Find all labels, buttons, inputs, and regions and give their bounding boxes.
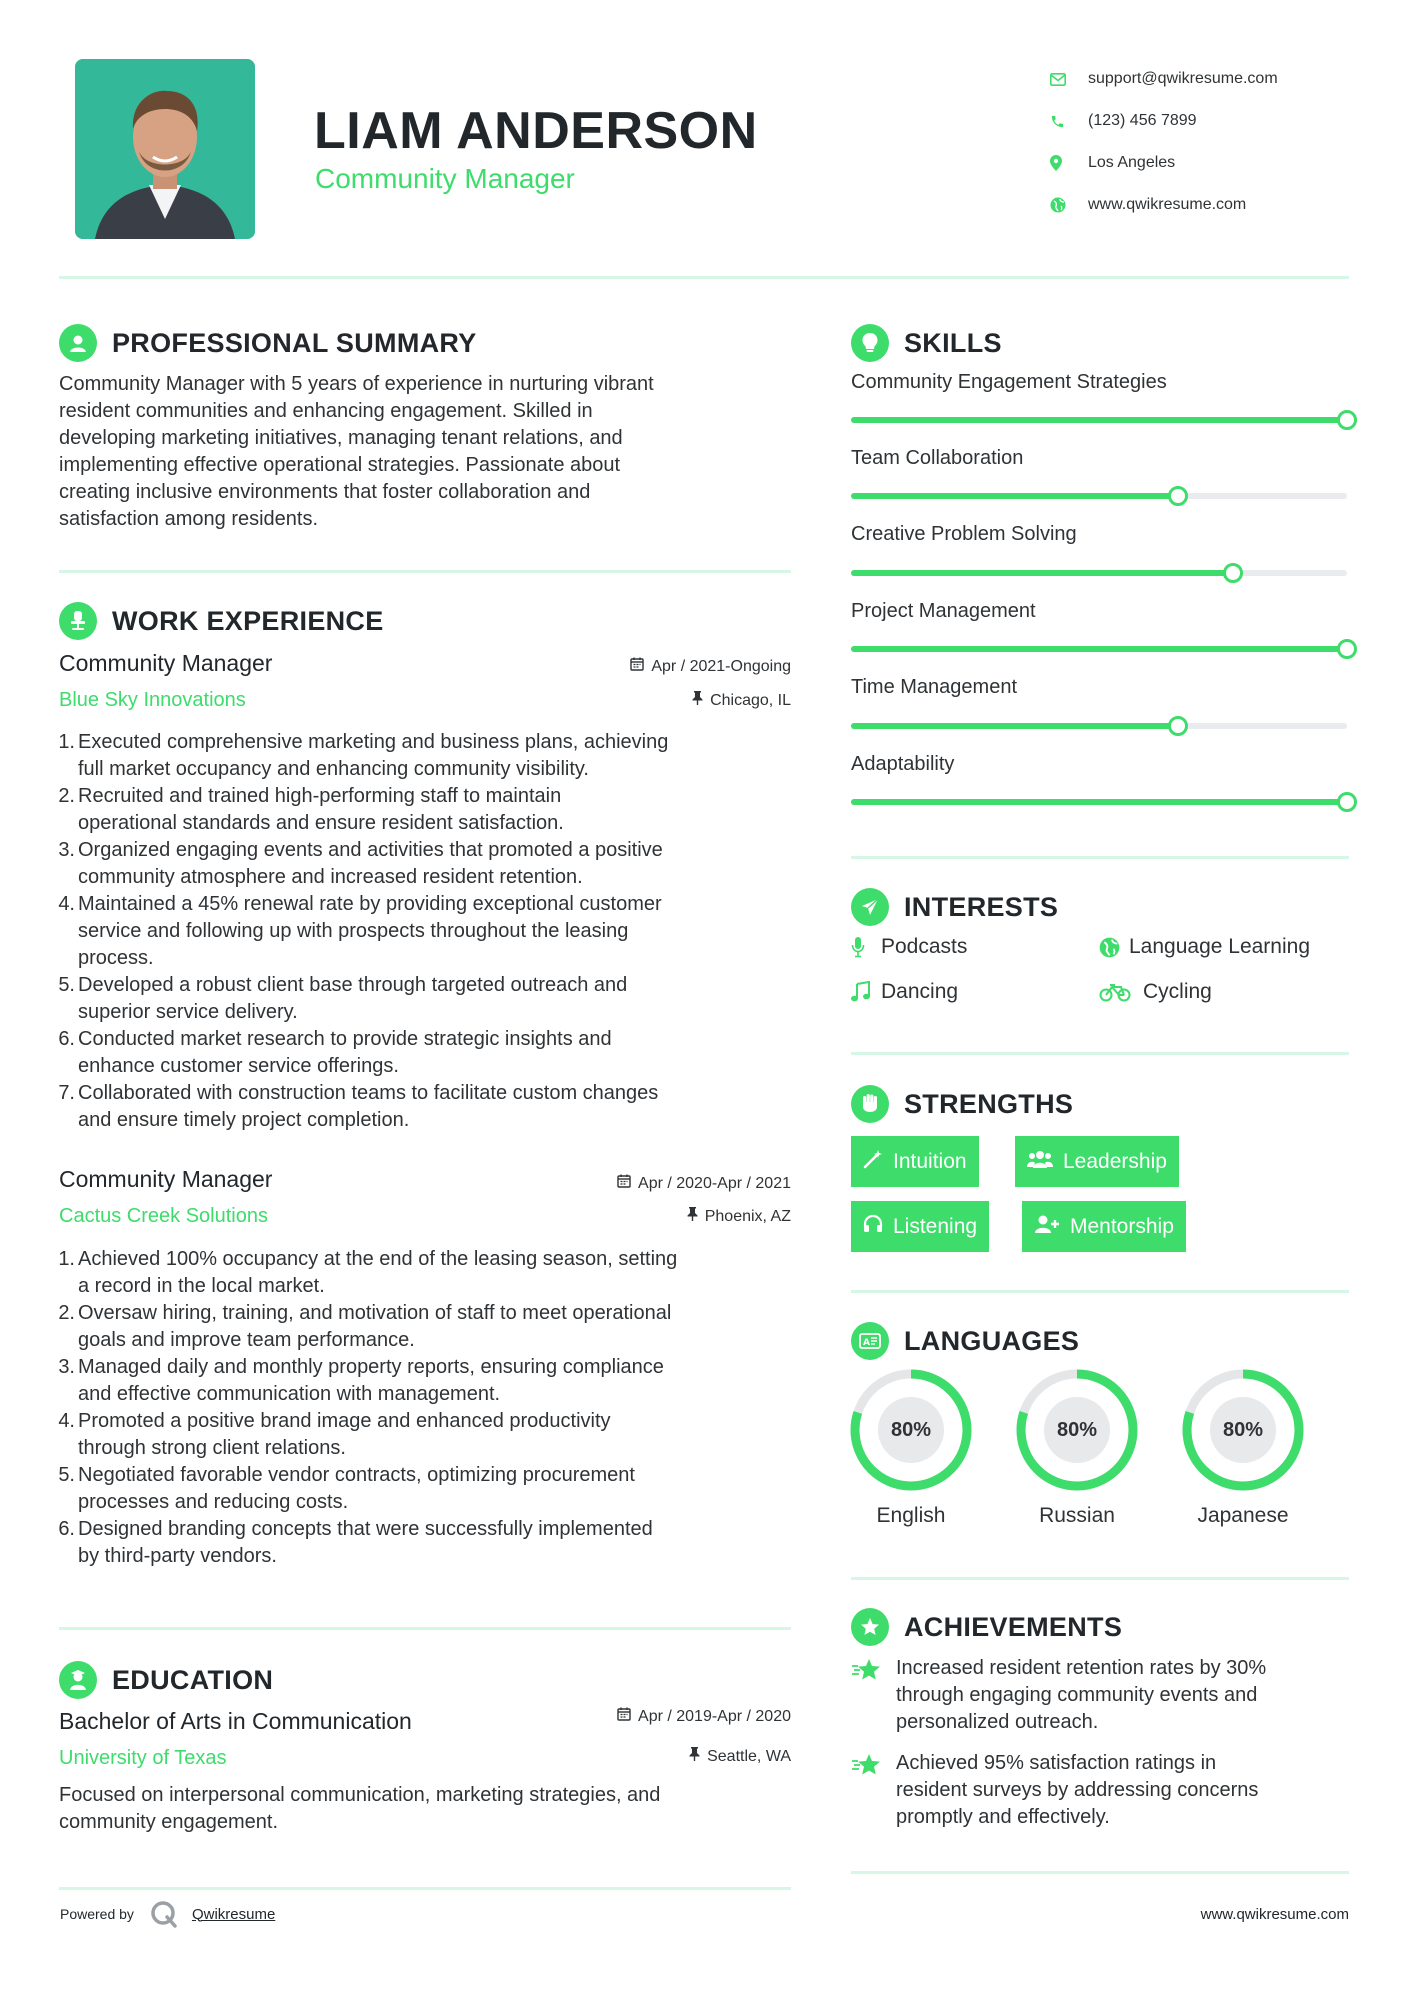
summary-divider xyxy=(59,570,791,573)
microphone-icon xyxy=(851,936,881,958)
achievements-title: ACHIEVEMENTS xyxy=(904,1611,1123,1642)
school-name: University of Texas xyxy=(59,1747,227,1769)
summary-title: PROFESSIONAL SUMMARY xyxy=(112,327,477,358)
education-location-text: Seattle, WA xyxy=(707,1747,791,1765)
job-location xyxy=(500,1207,791,1226)
globe-icon xyxy=(1050,197,1088,213)
skill-label: Community Engagement Strategies xyxy=(851,371,1167,393)
interest-label: Language Learning xyxy=(1129,935,1311,958)
skill-bar xyxy=(851,723,1347,729)
contact-email[interactable] xyxy=(1050,58,1278,100)
profile-photo xyxy=(75,59,255,239)
achievement-line: through engaging community events and xyxy=(896,1684,1258,1706)
skills-divider xyxy=(851,856,1349,859)
contact-website-text: www.qwikresume.com xyxy=(1088,196,1247,213)
map-pin-icon xyxy=(1050,155,1088,171)
language-name: Russian xyxy=(1039,1504,1115,1527)
strengths-heading xyxy=(851,1085,1073,1123)
bicycle-icon xyxy=(1099,982,1143,1002)
skill-bar-knob xyxy=(1337,410,1357,430)
job-date xyxy=(500,657,791,676)
education-title: EDUCATION xyxy=(112,1664,274,1695)
briefcase-chair-icon xyxy=(59,602,97,640)
skill-bar-knob xyxy=(1168,486,1188,506)
list-item: 1. Executed comprehensive marketing and business plans, achieving full market occupancy and enhancing community visibility. xyxy=(58,731,669,780)
achievement-line: promptly and effectively. xyxy=(896,1806,1110,1828)
star-icon xyxy=(851,1655,896,1736)
skill-bar-fill xyxy=(851,570,1233,576)
paper-plane-icon xyxy=(851,888,889,926)
job-bullets xyxy=(53,729,793,1134)
lightbulb-icon xyxy=(851,324,889,362)
achievement-item xyxy=(851,1655,1351,1736)
interests-divider xyxy=(851,1052,1349,1055)
summary-line: developing marketing initiatives, managing tenant relations, and xyxy=(59,427,623,449)
strength-tag xyxy=(1015,1136,1179,1187)
skill-bar-knob xyxy=(1223,563,1243,583)
language-gauge xyxy=(1182,1369,1304,1527)
strengths-title: STRENGTHS xyxy=(904,1088,1074,1119)
qwikresume-logo-icon xyxy=(150,1900,178,1928)
list-item: 5. Developed a robust client base through targeted outreach and superior service delivery. xyxy=(58,974,628,1023)
candidate-name: LIAM ANDERSON xyxy=(314,102,758,160)
contact-location-text: Los Angeles xyxy=(1088,154,1176,171)
achievement-line: Achieved 95% satisfaction ratings in xyxy=(896,1752,1217,1774)
language-percent: 80% xyxy=(1056,1418,1098,1441)
calendar-icon xyxy=(617,1707,631,1726)
list-item: 6. Conducted market research to provide strategic insights and enhance customer service offerings. xyxy=(58,1028,612,1077)
interests-title: INTERESTS xyxy=(904,891,1059,922)
interest-label: Dancing xyxy=(881,980,959,1003)
job-title: Community Manager xyxy=(59,1166,273,1192)
pushpin-icon xyxy=(687,1207,698,1226)
svg-text:A: A xyxy=(863,1338,870,1348)
contact-email-text: support@qwikresume.com xyxy=(1088,70,1278,87)
skill-bar-fill xyxy=(851,723,1178,729)
interests-heading xyxy=(851,888,1058,926)
pushpin-icon xyxy=(692,691,703,710)
achievements-divider xyxy=(851,1871,1349,1874)
interest-item xyxy=(851,980,958,1004)
star-badge-icon xyxy=(851,1608,889,1646)
language-gauge xyxy=(1016,1369,1138,1527)
language-card-icon xyxy=(851,1322,889,1360)
job-company: Cactus Creek Solutions xyxy=(59,1205,268,1227)
education-date-text: Apr / 2019-Apr / 2020 xyxy=(638,1707,791,1725)
calendar-icon xyxy=(630,657,644,676)
summary-text xyxy=(59,371,799,533)
skill-bar xyxy=(851,646,1347,652)
skill-bar-fill xyxy=(851,493,1178,499)
education-heading xyxy=(59,1661,273,1699)
headphones-icon xyxy=(863,1214,883,1240)
list-item: 3. Organized engaging events and activities that promoted a positive community atmosphere and increased resident retention. xyxy=(58,839,663,888)
powered-by-text: Powered by xyxy=(60,1906,134,1922)
qwikresume-link[interactable]: Qwikresume xyxy=(191,1905,276,1923)
list-item: 6. Designed branding concepts that were successfully implemented by third-party vendors. xyxy=(58,1518,653,1567)
skill-bar xyxy=(851,799,1347,805)
star-icon xyxy=(851,1750,896,1831)
job-location-text: Phoenix, AZ xyxy=(704,1207,791,1225)
education-location xyxy=(500,1747,791,1766)
achievement-item xyxy=(851,1750,1351,1831)
phone-icon xyxy=(1050,114,1088,129)
summary-line: Community Manager with 5 years of experience in nurturing vibrant xyxy=(59,373,654,395)
list-item: 1. Achieved 100% occupancy at the end of the leasing season, setting a record in the local market. xyxy=(58,1248,678,1297)
skill-bar xyxy=(851,417,1347,423)
interest-item xyxy=(1099,980,1212,1004)
education-text xyxy=(59,1782,799,1836)
skill-bar-fill xyxy=(851,646,1347,652)
work-title: WORK EXPERIENCE xyxy=(112,605,384,636)
education-line: community engagement. xyxy=(59,1811,279,1833)
skill-bar-knob xyxy=(1337,639,1357,659)
users-icon xyxy=(1027,1149,1053,1175)
skill-bar-knob xyxy=(1168,716,1188,736)
interest-label: Podcasts xyxy=(881,935,968,958)
skill-label: Project Management xyxy=(851,600,1036,622)
degree-title: Bachelor of Arts in Communication xyxy=(59,1708,412,1734)
contact-list xyxy=(1050,58,1278,226)
contact-phone[interactable] xyxy=(1050,100,1278,142)
summary-line: satisfaction among residents. xyxy=(59,508,319,530)
strengths-divider xyxy=(851,1290,1349,1293)
contact-location xyxy=(1050,142,1278,184)
job-location xyxy=(500,691,791,710)
user-plus-icon xyxy=(1034,1214,1060,1240)
footer-powered xyxy=(60,1900,275,1928)
music-note-icon xyxy=(851,981,881,1003)
language-percent: 80% xyxy=(1222,1418,1264,1441)
languages-title: LANGUAGES xyxy=(904,1325,1080,1356)
skill-label: Creative Problem Solving xyxy=(851,523,1077,545)
strength-label: Intuition xyxy=(893,1149,967,1173)
strength-tag xyxy=(1022,1201,1186,1252)
achievement-line: resident surveys by addressing concerns xyxy=(896,1779,1259,1801)
skills-title: SKILLS xyxy=(904,327,1002,358)
education-date xyxy=(500,1707,791,1726)
list-item: 4. Promoted a positive brand image and enhanced productivity through strong client relations. xyxy=(58,1410,611,1459)
list-item: 2. Oversaw hiring, training, and motivation of staff to meet operational goals and improve team performance. xyxy=(58,1302,672,1351)
magic-wand-icon xyxy=(863,1149,883,1175)
list-item: 5. Negotiated favorable vendor contracts, optimizing procurement processes and reducing costs. xyxy=(58,1464,635,1513)
graduate-icon xyxy=(59,1661,97,1699)
interest-item xyxy=(851,935,967,959)
strength-tag xyxy=(851,1201,989,1252)
header-divider xyxy=(59,276,1349,279)
interest-label: Cycling xyxy=(1143,980,1212,1003)
job-bullets xyxy=(53,1246,793,1570)
job-location-text: Chicago, IL xyxy=(710,691,791,709)
list-item: 4. Maintained a 45% renewal rate by providing exceptional customer service and following up with prospects throughout the leasing process. xyxy=(58,893,662,969)
interest-item xyxy=(1099,935,1310,959)
skill-bar xyxy=(851,493,1347,499)
skill-bar xyxy=(851,570,1347,576)
contact-website[interactable] xyxy=(1050,184,1278,226)
strength-label: Leadership xyxy=(1063,1149,1167,1173)
summary-line: resident communities and enhancing engagement. Skilled in xyxy=(59,400,593,422)
skills-heading xyxy=(851,324,1002,362)
job-title: Community Manager xyxy=(59,650,273,676)
language-name: Japanese xyxy=(1197,1504,1289,1527)
job-date-text: Apr / 2020-Apr / 2021 xyxy=(638,1174,791,1192)
list-item: 7. Collaborated with construction teams to facilitate custom changes and ensure timely project completion. xyxy=(58,1082,659,1131)
education-line: Focused on interpersonal communication, marketing strategies, and xyxy=(59,1784,661,1806)
education-divider xyxy=(59,1887,791,1890)
languages-divider xyxy=(851,1577,1349,1580)
footer-website[interactable]: www.qwikresume.com xyxy=(1200,1906,1349,1923)
strength-tag xyxy=(851,1136,979,1187)
skill-label: Team Collaboration xyxy=(851,447,1024,469)
summary-heading xyxy=(59,324,477,362)
list-item: 2. Recruited and trained high-performing staff to maintain operational standards and ensure resident satisfaction. xyxy=(58,785,564,834)
language-gauge xyxy=(850,1369,972,1527)
achievements-heading xyxy=(851,1608,1122,1646)
pushpin-icon xyxy=(689,1747,700,1766)
job-company: Blue Sky Innovations xyxy=(59,689,246,711)
globe-icon xyxy=(1099,937,1129,958)
achievement-line: personalized outreach. xyxy=(896,1711,1099,1733)
work-heading xyxy=(59,602,384,640)
skill-label: Time Management xyxy=(851,676,1017,698)
candidate-title: Community Manager xyxy=(315,163,575,194)
envelope-icon xyxy=(1050,73,1088,86)
summary-line: implementing effective operational strategies. Passionate about xyxy=(59,454,621,476)
language-name: English xyxy=(876,1504,946,1527)
work-divider xyxy=(59,1627,791,1630)
summary-line: creating inclusive environments that foster collaboration and xyxy=(59,481,591,503)
skill-bar-fill xyxy=(851,799,1347,805)
job-date-text: Apr / 2021-Ongoing xyxy=(651,657,791,675)
strength-label: Mentorship xyxy=(1070,1214,1174,1238)
languages-heading xyxy=(851,1322,1079,1360)
skill-bar-knob xyxy=(1337,792,1357,812)
achievement-line: Increased resident retention rates by 30% xyxy=(896,1657,1267,1679)
user-icon xyxy=(59,324,97,362)
list-item: 3. Managed daily and monthly property reports, ensuring compliance and effective communication with management. xyxy=(58,1356,664,1405)
skill-label: Adaptability xyxy=(851,753,955,775)
language-percent: 80% xyxy=(890,1418,932,1441)
calendar-icon xyxy=(617,1174,631,1193)
skill-bar-fill xyxy=(851,417,1347,423)
strength-label: Listening xyxy=(893,1214,978,1238)
job-date xyxy=(500,1174,791,1193)
contact-phone-text: (123) 456 7899 xyxy=(1088,112,1197,129)
raised-fist-icon xyxy=(851,1085,889,1123)
